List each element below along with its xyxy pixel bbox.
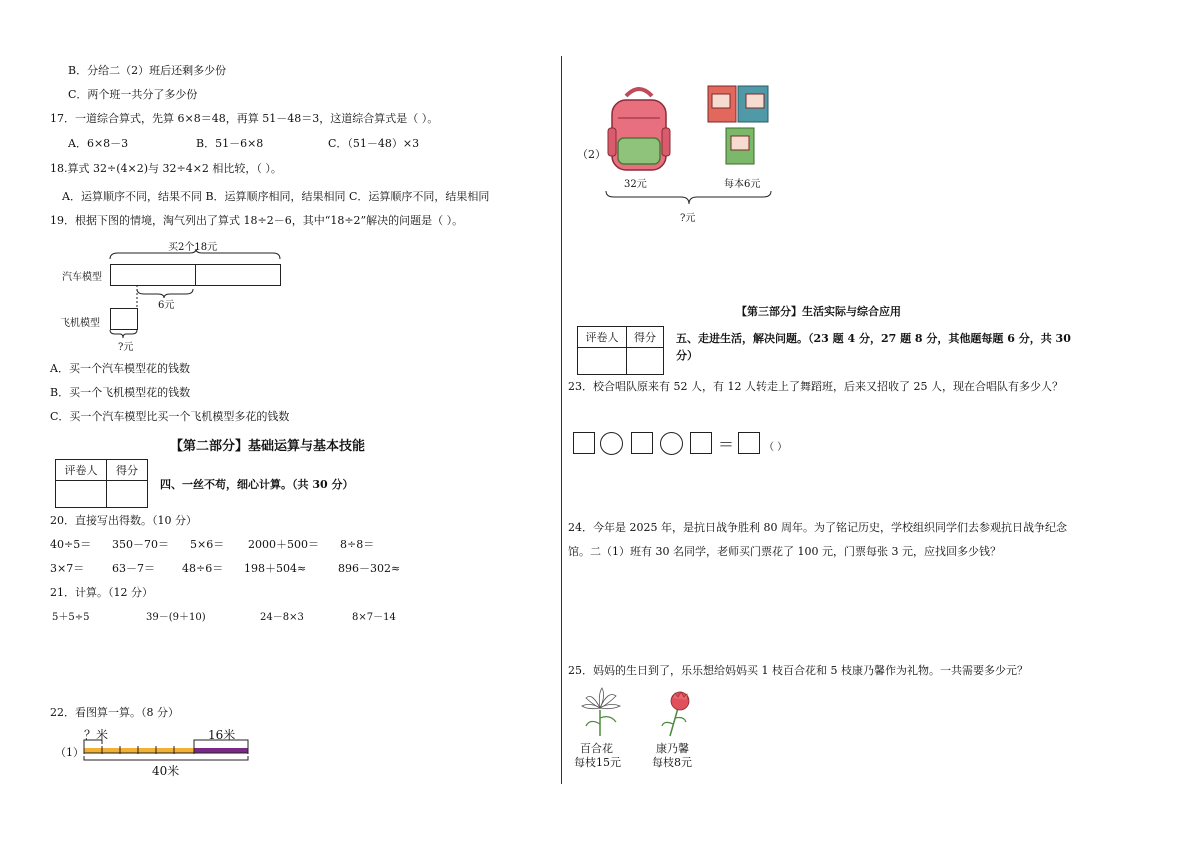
q20-item: 40÷5＝	[50, 538, 92, 551]
q22-bar-orange	[84, 748, 194, 753]
q21-item: 24－8×3	[260, 612, 304, 623]
q17-option-a: A．6×8－3	[68, 137, 129, 150]
grader-cell	[56, 481, 107, 508]
carnation-icon	[656, 690, 696, 738]
answer-box[interactable]	[738, 432, 760, 454]
q19-option-a: A．买一个汽车模型花的钱数	[50, 362, 190, 375]
q16-option-b: B．分给二（2）班后还剩多少份	[68, 64, 227, 77]
score-cell	[627, 348, 664, 375]
lily-price: 每枝15元	[574, 756, 621, 769]
grader-cell	[578, 348, 627, 375]
part3-title: 【第三部分】生活实际与综合应用	[736, 305, 901, 318]
answer-box[interactable]	[631, 432, 653, 454]
unit-blank: （ ）	[764, 442, 788, 453]
score-header: 得分	[627, 327, 664, 348]
q19-top-brace	[108, 248, 288, 260]
q17-option-c: C．（51－48）×3	[328, 137, 420, 150]
column-divider	[561, 56, 562, 784]
equals-sign: ＝	[718, 435, 735, 454]
q17-option-b: B．51－6×8	[196, 137, 264, 150]
lily-icon	[578, 688, 624, 738]
books-icon	[708, 86, 770, 168]
q22-2-total-brace	[605, 190, 773, 206]
q22-sub1-label: （1）	[55, 746, 84, 759]
carnation-price: 每枝8元	[652, 756, 692, 769]
q19-car-label: 汽车模型	[62, 272, 102, 283]
operator-circle[interactable]	[660, 432, 683, 455]
q20-item: 2000＋500＝	[248, 538, 319, 551]
q19-plane-bar	[110, 308, 138, 330]
q20-item: 48÷6＝	[182, 562, 224, 575]
q20-item: 896－302≈	[338, 562, 401, 575]
q22-stem: 22．看图算一算。（8 分）	[50, 706, 179, 719]
q19-option-b: B．买一个飞机模型花的钱数	[50, 386, 191, 399]
part2-score-table	[55, 459, 148, 508]
score-header: 得分	[107, 460, 148, 481]
q22-sub2-label: （2）	[577, 148, 606, 161]
q19-stem: 19．根据下图的情境，淘气列出了算式 18÷2－6，其中“18÷2”解决的问题是（ ）。	[50, 214, 464, 227]
grader-header: 评卷人	[56, 460, 107, 481]
q20-item: 350－70＝	[112, 538, 169, 551]
carnation-name: 康乃馨	[656, 742, 689, 755]
answer-box[interactable]	[690, 432, 712, 454]
q20-item: 3×7＝	[50, 562, 85, 575]
q19-top-label: 买2个18元	[168, 242, 218, 253]
bag-price: 32元	[624, 179, 647, 190]
answer-box[interactable]	[573, 432, 595, 454]
q23-text: 23．校合唱队原来有 52 人，有 12 人转走上了舞蹈班，后来又招收了 25 人，现在合唱队有多少人？	[568, 380, 1063, 393]
q19-option-c: C．买一个汽车模型比买一个飞机模型多花的钱数	[50, 410, 290, 423]
book-price: 每本6元	[724, 179, 761, 190]
q22-total-label: 40米	[152, 764, 180, 778]
q18-stem: 18.算式 32÷(4×2)与 32÷4×2 相比较，（ ）。	[50, 162, 282, 175]
q18-options: A．运算顺序不同，结果不同 B．运算顺序相同，结果相同 C．运算顺序不同，结果相同	[62, 190, 490, 203]
q20-item: 5×6＝	[190, 538, 225, 551]
grader-header: 评卷人	[578, 327, 627, 348]
q19-car-bar-a	[110, 264, 196, 286]
q20-stem: 20．直接写出得数。（10 分）	[50, 514, 197, 527]
q20-item: 63－7＝	[112, 562, 155, 575]
q21-item: 5＋5÷5	[52, 612, 90, 623]
part3-score-table	[577, 326, 664, 375]
q16-option-c: C．两个班一共分了多少份	[68, 88, 198, 101]
q19-car-bar-b	[194, 264, 281, 286]
backpack-icon	[608, 86, 670, 172]
q21-stem: 21．计算。（12 分）	[50, 586, 153, 599]
q22-bar-purple	[194, 748, 248, 753]
q22-segment-diagram	[82, 738, 254, 764]
q21-item: 39－(9＋10)	[146, 612, 206, 623]
q19-diff-label: 6元	[158, 300, 175, 311]
q17-stem: 17．一道综合算式，先算 6×8＝48，再算 51－48＝3，这道综合算式是（ ）。	[50, 112, 439, 125]
q25-text: 25．妈妈的生日到了，乐乐想给妈妈买 1 枝百合花和 5 枝康乃馨作为礼物。一共需要多少元？	[568, 664, 1028, 677]
operator-circle[interactable]	[600, 432, 623, 455]
q21-item: 8×7－14	[352, 612, 396, 623]
q22-2-total-label: ?元	[680, 213, 696, 224]
q19-plane-label: 飞机模型	[60, 318, 100, 329]
q20-item: 8÷8＝	[340, 538, 375, 551]
score-cell	[107, 481, 148, 508]
q24-text: 24．今年是 2025 年，是抗日战争胜利 80 周年。为了铭记历史，学校组织同学们去参观抗日战争纪念馆。二（1）班有 30 名同学，老师买门票花了 100 元，门票每张 3 元，应找回多少钱？	[568, 521, 1067, 558]
part2-heading: 四、一丝不苟，细心计算。（共 30 分）	[160, 478, 354, 491]
lily-name: 百合花	[580, 742, 613, 755]
q22-part-label: 16米	[208, 728, 236, 742]
q22-unknown-label: ？米	[84, 728, 109, 742]
q20-item: 198＋504≈	[244, 562, 307, 575]
part3-heading: 五、走进生活，解决问题。（23 题 4 分，27 题 8 分，其他题每题 6 分，共 30 分）	[676, 332, 1071, 362]
q19-question-label: ?元	[118, 342, 134, 353]
part2-title: 【第二部分】基础运算与基本技能	[170, 439, 366, 454]
